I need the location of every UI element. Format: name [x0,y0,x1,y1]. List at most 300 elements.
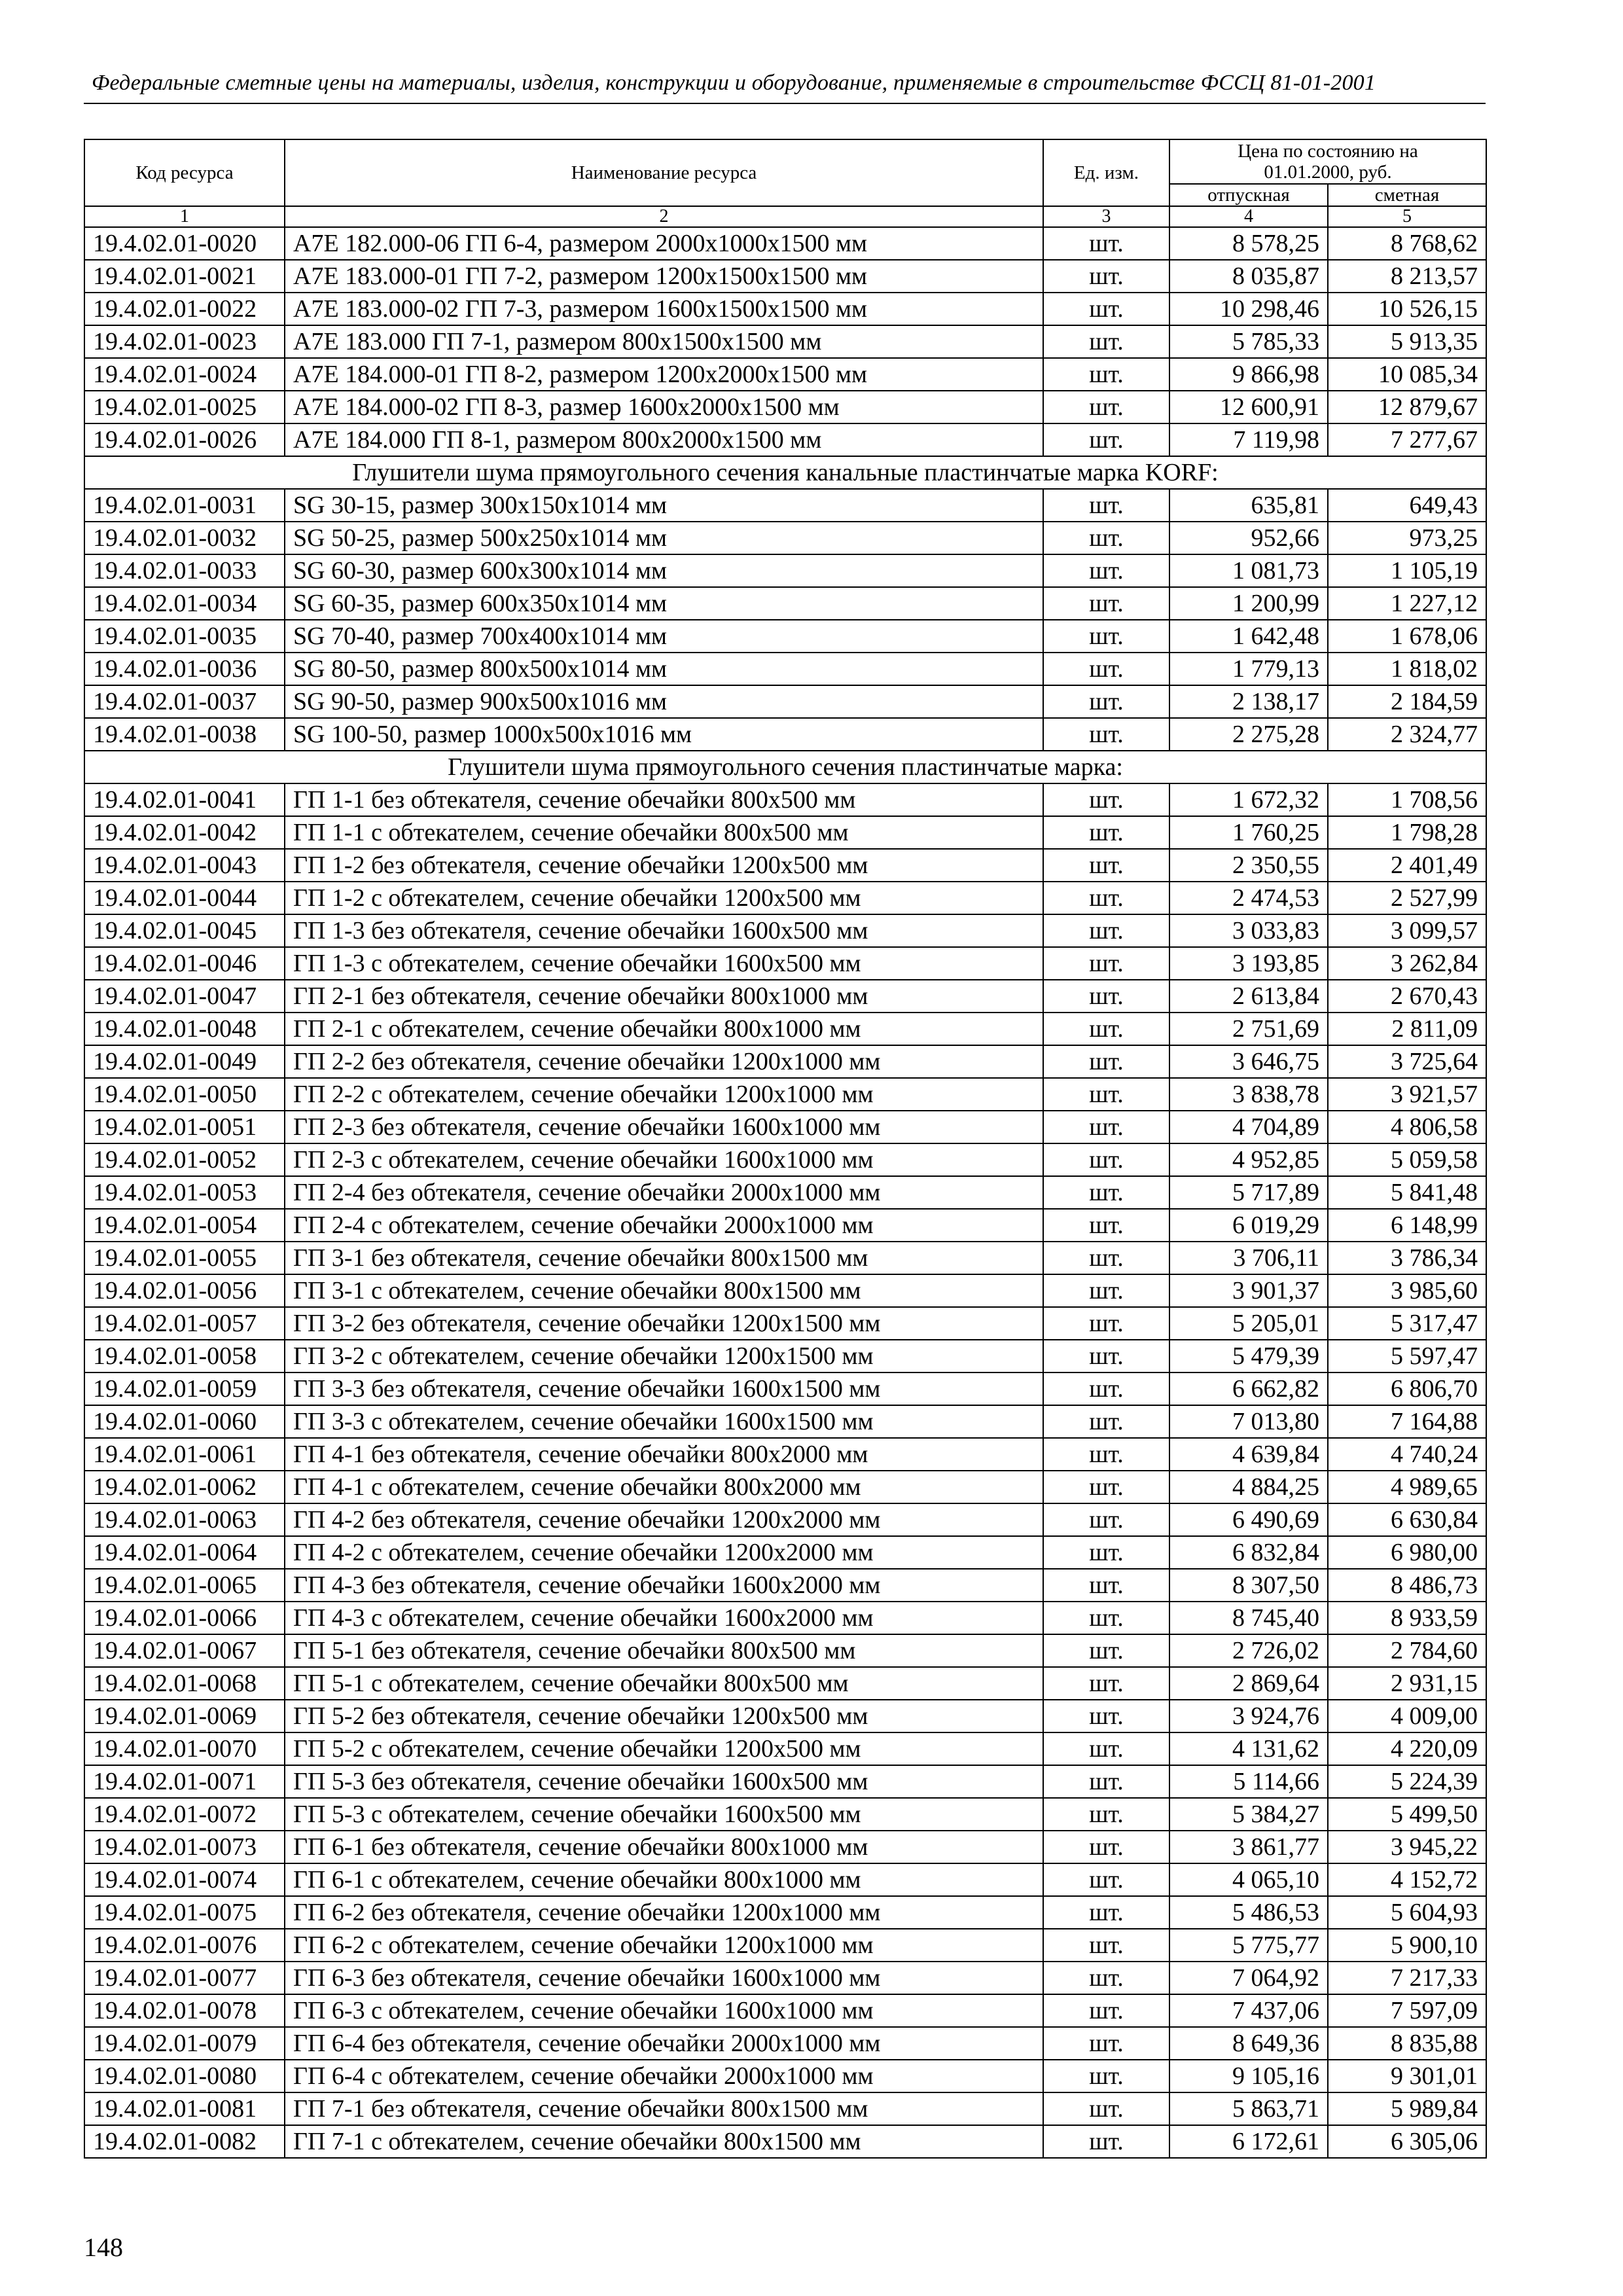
column-number: 1 [84,206,285,227]
unit-cell: шт. [1043,522,1169,554]
resource-name: ГП 6-3 с обтекателем, сечение обечайки 1600х1000 мм [285,1994,1043,2027]
unit-cell: шт. [1043,227,1169,260]
unit-cell: шт. [1043,1765,1169,1798]
unit-cell: шт. [1043,1994,1169,2027]
resource-code: 19.4.02.01-0068 [84,1667,285,1700]
resource-name: SG 30-15, размер 300х150х1014 мм [285,489,1043,522]
release-price: 1 760,25 [1169,816,1328,849]
resource-name: ГП 6-1 с обтекателем, сечение обечайки 800х1000 мм [285,1863,1043,1896]
resource-code: 19.4.02.01-0032 [84,522,285,554]
release-price: 3 861,77 [1169,1831,1328,1863]
resource-name: ГП 6-3 без обтекателя, сечение обечайки 1600х1000 мм [285,1962,1043,1994]
table-row [84,1307,1486,1340]
table-row [84,1831,1486,1863]
resource-name: ГП 3-1 без обтекателя, сечение обечайки 800х1500 мм [285,1242,1043,1274]
release-price: 5 114,66 [1169,1765,1328,1798]
estimate-price: 4 220,09 [1328,1732,1486,1765]
table-row [84,358,1486,391]
resource-name: SG 50-25, размер 500х250х1014 мм [285,522,1043,554]
estimate-price: 2 784,60 [1328,1634,1486,1667]
resource-name: А7Е 184.000-01 ГП 8-2, размером 1200х2000х1500 мм [285,358,1043,391]
resource-name: ГП 4-2 без обтекателя, сечение обечайки 1200х2000 мм [285,1503,1043,1536]
estimate-price: 7 217,33 [1328,1962,1486,1994]
estimate-price: 5 597,47 [1328,1340,1486,1372]
resource-code: 19.4.02.01-0033 [84,554,285,587]
resource-code: 19.4.02.01-0066 [84,1602,285,1634]
table-row [84,1700,1486,1732]
table-body [84,227,1486,2158]
table-row [84,1372,1486,1405]
page-header: Федеральные сметные цены на материалы, изделия, конструкции и оборудование, применяемые в строительстве ФССЦ 81-01-2001 [92,71,1376,95]
estimate-price: 5 604,93 [1328,1896,1486,1929]
table-row [84,1732,1486,1765]
release-price: 3 646,75 [1169,1045,1328,1078]
resource-name: ГП 5-2 с обтекателем, сечение обечайки 1200х500 мм [285,1732,1043,1765]
unit-cell: шт. [1043,1602,1169,1634]
resource-code: 19.4.02.01-0025 [84,391,285,423]
release-price: 8 035,87 [1169,260,1328,293]
resource-name: ГП 2-2 с обтекателем, сечение обечайки 1200х1000 мм [285,1078,1043,1111]
table-row [84,1340,1486,1372]
resource-name: ГП 4-1 с обтекателем, сечение обечайки 800х2000 мм [285,1471,1043,1503]
resource-code: 19.4.02.01-0037 [84,685,285,718]
estimate-price: 7 597,09 [1328,1994,1486,2027]
table-row [84,2060,1486,2092]
estimate-price: 2 670,43 [1328,980,1486,1013]
unit-cell: шт. [1043,1405,1169,1438]
table-row [84,653,1486,685]
resource-name: ГП 2-2 без обтекателя, сечение обечайки 1200х1000 мм [285,1045,1043,1078]
resource-name: ГП 5-1 без обтекателя, сечение обечайки 800х500 мм [285,1634,1043,1667]
table-row [84,620,1486,653]
resource-code: 19.4.02.01-0026 [84,423,285,456]
resource-code: 19.4.02.01-0020 [84,227,285,260]
unit-cell: шт. [1043,783,1169,816]
unit-cell: шт. [1043,391,1169,423]
table-row [84,2125,1486,2158]
table-row [84,1798,1486,1831]
table-row [84,2092,1486,2125]
unit-cell: шт. [1043,1471,1169,1503]
resource-code: 19.4.02.01-0081 [84,2092,285,2125]
estimate-price: 2 931,15 [1328,1667,1486,1700]
unit-cell: шт. [1043,260,1169,293]
resource-name: А7Е 184.000 ГП 8-1, размером 800х2000х1500 мм [285,423,1043,456]
table-row [84,1667,1486,1700]
release-price: 5 384,27 [1169,1798,1328,1831]
resource-code: 19.4.02.01-0038 [84,718,285,751]
unit-cell: шт. [1043,358,1169,391]
estimate-price: 5 059,58 [1328,1143,1486,1176]
resource-code: 19.4.02.01-0070 [84,1732,285,1765]
resource-name: ГП 1-3 с обтекателем, сечение обечайки 1600х500 мм [285,947,1043,980]
release-price: 7 013,80 [1169,1405,1328,1438]
unit-cell: шт. [1043,1242,1169,1274]
table-row [84,522,1486,554]
release-price: 2 751,69 [1169,1013,1328,1045]
unit-cell: шт. [1043,1798,1169,1831]
unit-cell: шт. [1043,1503,1169,1536]
resource-code: 19.4.02.01-0042 [84,816,285,849]
estimate-price: 7 277,67 [1328,423,1486,456]
resource-name: А7Е 183.000 ГП 7-1, размером 800х1500х1500 мм [285,325,1043,358]
table-row [84,1962,1486,1994]
estimate-price: 3 786,34 [1328,1242,1486,1274]
estimate-price: 5 900,10 [1328,1929,1486,1962]
unit-cell: шт. [1043,718,1169,751]
resource-name: SG 90-50, размер 900х500х1016 мм [285,685,1043,718]
unit-cell: шт. [1043,849,1169,882]
table-row [84,1471,1486,1503]
estimate-price: 10 085,34 [1328,358,1486,391]
unit-cell: шт. [1043,1962,1169,1994]
release-price: 952,66 [1169,522,1328,554]
unit-cell: шт. [1043,1209,1169,1242]
estimate-price: 2 324,77 [1328,718,1486,751]
unit-cell: шт. [1043,1929,1169,1962]
section-row [84,456,1486,489]
table-row [84,685,1486,718]
resource-name: ГП 5-3 без обтекателя, сечение обечайки 1600х500 мм [285,1765,1043,1798]
resource-name: SG 60-35, размер 600х350х1014 мм [285,587,1043,620]
release-price: 2 726,02 [1169,1634,1328,1667]
release-price: 8 649,36 [1169,2027,1328,2060]
page-number: 148 [84,2233,123,2262]
resource-code: 19.4.02.01-0079 [84,2027,285,2060]
estimate-price: 5 989,84 [1328,2092,1486,2125]
release-price: 3 193,85 [1169,947,1328,980]
resource-code: 19.4.02.01-0062 [84,1471,285,1503]
resource-name: ГП 1-2 с обтекателем, сечение обечайки 1200х500 мм [285,882,1043,914]
unit-cell: шт. [1043,1732,1169,1765]
table-row [84,1634,1486,1667]
resource-name: ГП 5-1 с обтекателем, сечение обечайки 800х500 мм [285,1667,1043,1700]
resource-name: ГП 6-1 без обтекателя, сечение обечайки 800х1000 мм [285,1831,1043,1863]
unit-cell: шт. [1043,882,1169,914]
table-row [84,1503,1486,1536]
resource-name: ГП 4-3 без обтекателя, сечение обечайки 1600х2000 мм [285,1569,1043,1602]
estimate-price: 8 768,62 [1328,227,1486,260]
estimate-price: 8 486,73 [1328,1569,1486,1602]
release-price: 6 662,82 [1169,1372,1328,1405]
section-title: Глушители шума прямоугольного сечения канальные пластинчатые марка KORF: [84,456,1486,489]
estimate-price: 3 945,22 [1328,1831,1486,1863]
unit-cell: шт. [1043,325,1169,358]
resource-name: ГП 2-4 без обтекателя, сечение обечайки 2000х1000 мм [285,1176,1043,1209]
release-price: 3 033,83 [1169,914,1328,947]
resource-name: ГП 3-3 без обтекателя, сечение обечайки 1600х1500 мм [285,1372,1043,1405]
release-price: 4 131,62 [1169,1732,1328,1765]
table-row [84,1111,1486,1143]
estimate-price: 4 009,00 [1328,1700,1486,1732]
table-row [84,718,1486,751]
resource-code: 19.4.02.01-0067 [84,1634,285,1667]
estimate-price: 5 317,47 [1328,1307,1486,1340]
section-row [84,751,1486,783]
estimate-price: 2 401,49 [1328,849,1486,882]
resource-name: ГП 2-4 с обтекателем, сечение обечайки 2000х1000 мм [285,1209,1043,1242]
resource-name: ГП 2-3 с обтекателем, сечение обечайки 1600х1000 мм [285,1143,1043,1176]
estimate-price: 6 980,00 [1328,1536,1486,1569]
header-name: Наименование ресурса [285,139,1043,206]
resource-code: 19.4.02.01-0056 [84,1274,285,1307]
release-price: 8 307,50 [1169,1569,1328,1602]
resource-code: 19.4.02.01-0045 [84,914,285,947]
estimate-price: 4 152,72 [1328,1863,1486,1896]
table-row [84,947,1486,980]
release-price: 1 672,32 [1169,783,1328,816]
estimate-price: 7 164,88 [1328,1405,1486,1438]
resource-name: ГП 1-2 без обтекателя, сечение обечайки 1200х500 мм [285,849,1043,882]
release-price: 6 832,84 [1169,1536,1328,1569]
unit-cell: шт. [1043,620,1169,653]
release-price: 7 437,06 [1169,1994,1328,2027]
header-release-price: отпускная [1169,184,1328,206]
resource-code: 19.4.02.01-0031 [84,489,285,522]
estimate-price: 5 224,39 [1328,1765,1486,1798]
resource-name: ГП 7-1 без обтекателя, сечение обечайки 800х1500 мм [285,2092,1043,2125]
resource-code: 19.4.02.01-0036 [84,653,285,685]
table-row [84,1209,1486,1242]
unit-cell: шт. [1043,1667,1169,1700]
estimate-price: 3 725,64 [1328,1045,1486,1078]
resource-code: 19.4.02.01-0054 [84,1209,285,1242]
header-code: Код ресурса [84,139,285,206]
resource-code: 19.4.02.01-0060 [84,1405,285,1438]
resource-name: ГП 1-1 без обтекателя, сечение обечайки 800х500 мм [285,783,1043,816]
unit-cell: шт. [1043,489,1169,522]
table-row [84,227,1486,260]
resource-name: А7Е 182.000-06 ГП 6-4, размером 2000х1000х1500 мм [285,227,1043,260]
release-price: 10 298,46 [1169,293,1328,325]
table-row [84,1536,1486,1569]
resource-name: SG 60-30, размер 600х300х1014 мм [285,554,1043,587]
table-row [84,1143,1486,1176]
estimate-price: 973,25 [1328,522,1486,554]
resource-name: ГП 4-3 с обтекателем, сечение обечайки 1600х2000 мм [285,1602,1043,1634]
resource-name: А7Е 184.000-02 ГП 8-3, размер 1600х2000х1500 мм [285,391,1043,423]
table-row [84,1765,1486,1798]
table-row [84,1405,1486,1438]
table-row [84,1994,1486,2027]
table-row [84,2027,1486,2060]
unit-cell: шт. [1043,2027,1169,2060]
estimate-price: 1 227,12 [1328,587,1486,620]
release-price: 6 490,69 [1169,1503,1328,1536]
section-title: Глушители шума прямоугольного сечения пластинчатые марка: [84,751,1486,783]
release-price: 1 200,99 [1169,587,1328,620]
estimate-price: 1 798,28 [1328,816,1486,849]
estimate-price: 2 527,99 [1328,882,1486,914]
table-row [84,882,1486,914]
resource-code: 19.4.02.01-0065 [84,1569,285,1602]
unit-cell: шт. [1043,2125,1169,2158]
estimate-price: 5 499,50 [1328,1798,1486,1831]
unit-cell: шт. [1043,2092,1169,2125]
resource-code: 19.4.02.01-0075 [84,1896,285,1929]
table-row [84,1602,1486,1634]
unit-cell: шт. [1043,947,1169,980]
release-price: 6 019,29 [1169,1209,1328,1242]
resource-code: 19.4.02.01-0046 [84,947,285,980]
resource-name: ГП 2-1 без обтекателя, сечение обечайки 800х1000 мм [285,980,1043,1013]
unit-cell: шт. [1043,1143,1169,1176]
release-price: 4 952,85 [1169,1143,1328,1176]
unit-cell: шт. [1043,685,1169,718]
resource-name: А7Е 183.000-02 ГП 7-3, размером 1600х1500х1500 мм [285,293,1043,325]
resource-code: 19.4.02.01-0053 [84,1176,285,1209]
resource-code: 19.4.02.01-0051 [84,1111,285,1143]
release-price: 4 065,10 [1169,1863,1328,1896]
unit-cell: шт. [1043,1078,1169,1111]
unit-cell: шт. [1043,1569,1169,1602]
resource-code: 19.4.02.01-0064 [84,1536,285,1569]
release-price: 8 745,40 [1169,1602,1328,1634]
estimate-price: 3 262,84 [1328,947,1486,980]
resource-code: 19.4.02.01-0061 [84,1438,285,1471]
release-price: 9 105,16 [1169,2060,1328,2092]
estimate-price: 1 708,56 [1328,783,1486,816]
release-price: 7 064,92 [1169,1962,1328,1994]
unit-cell: шт. [1043,1340,1169,1372]
table-row [84,1863,1486,1896]
resource-name: ГП 1-3 без обтекателя, сечение обечайки 1600х500 мм [285,914,1043,947]
header-unit: Ед. изм. [1043,139,1169,206]
header-estimate-price: сметная [1328,184,1486,206]
header-price-line1: Цена по состоянию на [1238,141,1418,162]
estimate-price: 10 526,15 [1328,293,1486,325]
resource-name: ГП 4-2 с обтекателем, сечение обечайки 1200х2000 мм [285,1536,1043,1569]
release-price: 5 479,39 [1169,1340,1328,1372]
release-price: 3 838,78 [1169,1078,1328,1111]
estimate-price: 6 806,70 [1328,1372,1486,1405]
resource-code: 19.4.02.01-0052 [84,1143,285,1176]
price-table [84,139,1487,2159]
resource-code: 19.4.02.01-0077 [84,1962,285,1994]
table-row [84,1078,1486,1111]
resource-code: 19.4.02.01-0078 [84,1994,285,2027]
unit-cell: шт. [1043,2060,1169,2092]
table-row [84,1929,1486,1962]
resource-code: 19.4.02.01-0024 [84,358,285,391]
estimate-price: 1 818,02 [1328,653,1486,685]
table-row [84,489,1486,522]
estimate-price: 649,43 [1328,489,1486,522]
table-row [84,1176,1486,1209]
resource-code: 19.4.02.01-0049 [84,1045,285,1078]
release-price: 5 785,33 [1169,325,1328,358]
table-row [84,1045,1486,1078]
resource-code: 19.4.02.01-0022 [84,293,285,325]
resource-name: ГП 3-2 без обтекателя, сечение обечайки 1200х1500 мм [285,1307,1043,1340]
resource-name: ГП 6-2 без обтекателя, сечение обечайки 1200х1000 мм [285,1896,1043,1929]
release-price: 5 863,71 [1169,2092,1328,2125]
unit-cell: шт. [1043,1700,1169,1732]
unit-cell: шт. [1043,1307,1169,1340]
table-row [84,1438,1486,1471]
resource-name: ГП 5-2 без обтекателя, сечение обечайки 1200х500 мм [285,1700,1043,1732]
header-price-group [1169,139,1486,184]
estimate-price: 9 301,01 [1328,2060,1486,2092]
unit-cell: шт. [1043,1634,1169,1667]
unit-cell: шт. [1043,293,1169,325]
table-row [84,325,1486,358]
release-price: 2 869,64 [1169,1667,1328,1700]
unit-cell: шт. [1043,1176,1169,1209]
table-row [84,1242,1486,1274]
table-row [84,423,1486,456]
resource-code: 19.4.02.01-0043 [84,849,285,882]
table-row [84,587,1486,620]
estimate-price: 6 148,99 [1328,1209,1486,1242]
table-row [84,1569,1486,1602]
resource-name: SG 100-50, размер 1000х500х1016 мм [285,718,1043,751]
release-price: 3 924,76 [1169,1700,1328,1732]
unit-cell: шт. [1043,423,1169,456]
release-price: 1 642,48 [1169,620,1328,653]
unit-cell: шт. [1043,1863,1169,1896]
release-price: 1 779,13 [1169,653,1328,685]
table-row [84,391,1486,423]
unit-cell: шт. [1043,1831,1169,1863]
resource-name: ГП 6-2 с обтекателем, сечение обечайки 1200х1000 мм [285,1929,1043,1962]
unit-cell: шт. [1043,1045,1169,1078]
resource-name: SG 70-40, размер 700х400х1014 мм [285,620,1043,653]
estimate-price: 6 630,84 [1328,1503,1486,1536]
unit-cell: шт. [1043,1111,1169,1143]
estimate-price: 8 933,59 [1328,1602,1486,1634]
estimate-price: 5 913,35 [1328,325,1486,358]
estimate-price: 4 989,65 [1328,1471,1486,1503]
table-row [84,260,1486,293]
unit-cell: шт. [1043,1372,1169,1405]
table-row [84,816,1486,849]
unit-cell: шт. [1043,816,1169,849]
resource-name: SG 80-50, размер 800х500х1014 мм [285,653,1043,685]
release-price: 3 706,11 [1169,1242,1328,1274]
unit-cell: шт. [1043,587,1169,620]
release-price: 5 205,01 [1169,1307,1328,1340]
estimate-price: 3 921,57 [1328,1078,1486,1111]
resource-name: ГП 3-1 с обтекателем, сечение обечайки 800х1500 мм [285,1274,1043,1307]
resource-code: 19.4.02.01-0058 [84,1340,285,1372]
column-number: 4 [1169,206,1328,227]
resource-code: 19.4.02.01-0021 [84,260,285,293]
release-price: 4 704,89 [1169,1111,1328,1143]
resource-code: 19.4.02.01-0035 [84,620,285,653]
resource-name: ГП 2-1 с обтекателем, сечение обечайки 800х1000 мм [285,1013,1043,1045]
unit-cell: шт. [1043,1896,1169,1929]
column-number: 3 [1043,206,1169,227]
estimate-price: 4 806,58 [1328,1111,1486,1143]
resource-code: 19.4.02.01-0059 [84,1372,285,1405]
release-price: 3 901,37 [1169,1274,1328,1307]
header-rule [84,103,1486,104]
table-row [84,783,1486,816]
table-row [84,1013,1486,1045]
release-price: 635,81 [1169,489,1328,522]
release-price: 4 884,25 [1169,1471,1328,1503]
resource-code: 19.4.02.01-0073 [84,1831,285,1863]
unit-cell: шт. [1043,1274,1169,1307]
resource-code: 19.4.02.01-0050 [84,1078,285,1111]
resource-code: 19.4.02.01-0063 [84,1503,285,1536]
release-price: 7 119,98 [1169,423,1328,456]
column-number: 2 [285,206,1043,227]
resource-code: 19.4.02.01-0071 [84,1765,285,1798]
release-price: 2 138,17 [1169,685,1328,718]
resource-name: ГП 3-2 с обтекателем, сечение обечайки 1200х1500 мм [285,1340,1043,1372]
